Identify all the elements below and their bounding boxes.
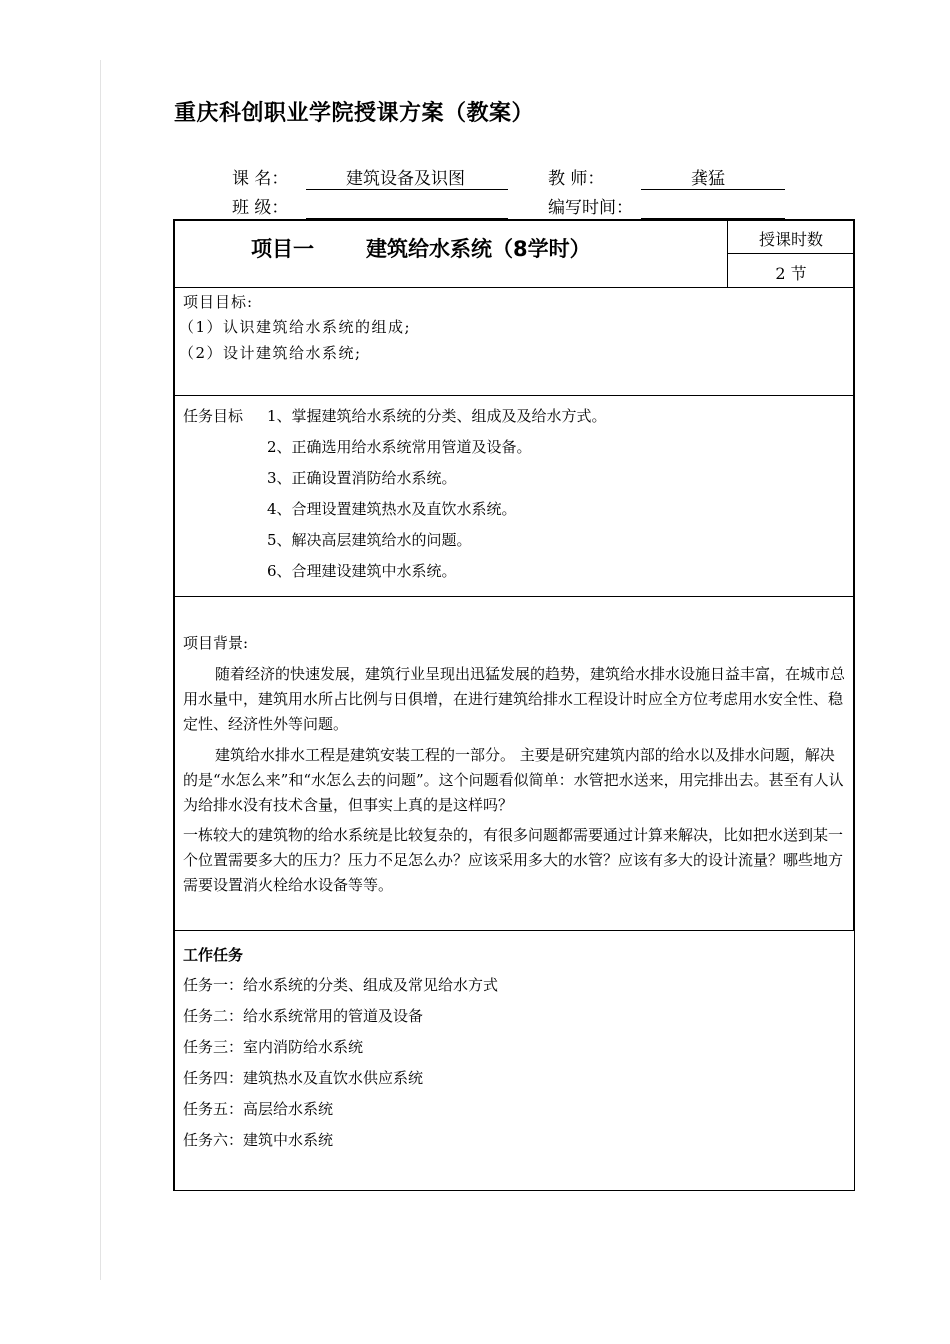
task-goal-item: 3、正确设置消防给水系统。 (267, 469, 457, 487)
teacher-label: 教 师： (548, 169, 605, 189)
background-heading: 项目背景: (183, 634, 249, 652)
objectives-heading: 项目目标: (183, 293, 254, 311)
row-divider (173, 395, 854, 396)
teacher-value: 龚猛 (691, 169, 725, 189)
date-label: 编写时间： (548, 198, 633, 218)
work-task-item: 任务三：室内消防给水系统 (183, 1038, 364, 1056)
row-divider (173, 930, 854, 931)
work-task-item: 任务六：建筑中水系统 (183, 1131, 334, 1149)
date-field (641, 198, 785, 219)
task-goal-item: 5、解决高层建筑给水的问题。 (267, 531, 472, 549)
task-goals-label: 任务目标 (183, 407, 244, 425)
work-tasks-heading: 工作任务 (183, 946, 244, 964)
course-field (306, 169, 508, 190)
table-top-border (173, 219, 854, 221)
table-right-border-lower (854, 930, 855, 1191)
work-task-item: 任务一：给水系统的分类、组成及常见给水方式 (183, 976, 499, 994)
background-paragraph: 随着经济的快速发展，建筑行业呈现出迅猛发展的趋势，建筑给水排水设施日益丰富，在城市总用水量中，建筑用水所占比例与日俱增，在进行建筑给排水工程设计时应全方位考虑用水安全性、稳定性、经济性外等问题。 (183, 665, 846, 733)
work-task-item: 任务五：高层给水系统 (183, 1100, 334, 1118)
table-left-border (173, 219, 175, 1191)
project-number: 项目一 (251, 237, 314, 261)
class-field (306, 198, 508, 219)
class-label: 班 级： (232, 198, 289, 218)
hours-label: 授课时数 (758, 230, 823, 249)
project-name: 建筑给水系统（8学时） (366, 237, 591, 261)
document-title: 重庆科创职业学院授课方案（教案） (174, 101, 535, 126)
task-goal-item: 4、合理设置建筑热水及直饮水系统。 (267, 500, 517, 518)
hours-row-divider (727, 253, 854, 254)
task-goal-item: 2、正确选用给水系统常用管道及设备。 (267, 438, 532, 456)
work-task-item: 任务四：建筑热水及直饮水供应系统 (183, 1069, 424, 1087)
course-label: 课 名： (232, 169, 289, 189)
background-paragraph: 建筑给水排水工程是建筑安装工程的一部分。 主要是研究建筑内部的给水以及排水问题，解决的是“水怎么来”和“水怎么去的问题”。这个问题看似简单：水管把水送来，用完排出去。甚至有人认为给排水没有技术含量，但事实上真的是这样吗？ (183, 746, 844, 814)
teacher-field (641, 169, 785, 190)
lesson-plan-table (173, 219, 854, 1191)
table-right-border-upper (853, 219, 855, 930)
row-divider (173, 596, 854, 597)
page-margin-line (100, 60, 101, 1280)
background-paragraph: 一栋较大的建筑物的给水系统是比较复杂的，有很多问题都需要通过计算来解决，比如把水送到某一个位置需要多大的压力？压力不足怎么办？应该采用多大的水管？应该有多大的设计流量？哪些地方需要设置消火栓给水设备等等。 (183, 826, 844, 894)
task-goal-item: 1、掌握建筑给水系统的分类、组成及及给水方式。 (267, 407, 607, 425)
course-value: 建筑设备及识图 (346, 169, 465, 189)
task-goal-item: 6、合理建设建筑中水系统。 (267, 562, 457, 580)
objective-item: （1）认识建筑给水系统的组成; (179, 318, 412, 336)
table-bottom-border (173, 1190, 855, 1191)
row-divider (173, 287, 854, 288)
work-task-item: 任务二：给水系统常用的管道及设备 (183, 1007, 424, 1025)
hours-value: 2 节 (775, 264, 807, 283)
project-title (251, 233, 591, 263)
objective-item: （2）设计建筑给水系统; (179, 344, 362, 362)
